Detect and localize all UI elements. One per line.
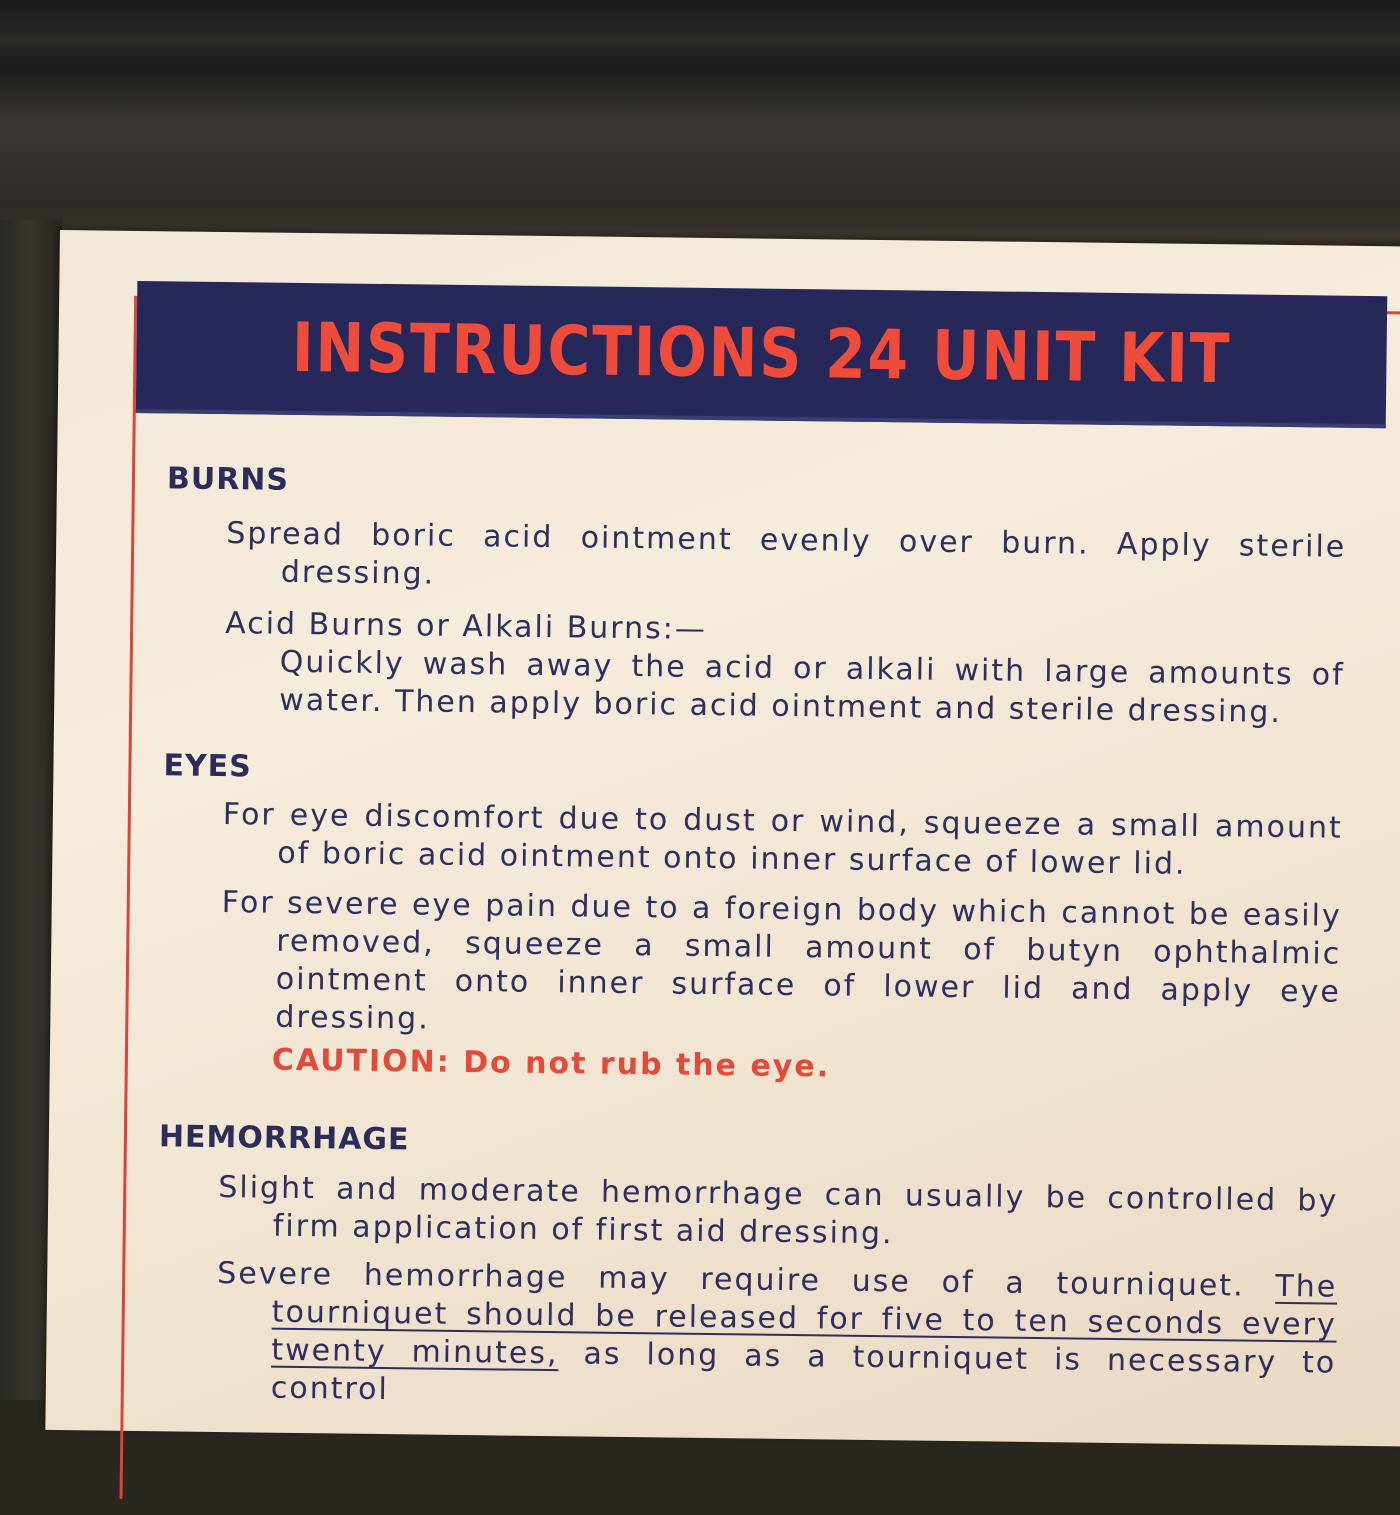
hemorrhage-paragraph-slight: Slight and moderate hemorrhage can usually be controlled by firm application of first aid dressing. [218, 1170, 1339, 1252]
section-burns [164, 461, 1347, 732]
eyes-paragraph-dust: For eye discomfort due to dust or wind, squeeze a small amount of boric acid ointment onto inner surface of lower lid. [222, 797, 1344, 882]
acid-burns-paragraph: Quickly wash away the acid or alkali with large amounts of water. Then apply boric acid ointment and sterile dressing. [279, 644, 1345, 730]
section-heading-eyes: EYES [163, 748, 252, 785]
eyes-caution: CAUTION: Do not rub the eye. [271, 1042, 831, 1085]
burns-paragraph: Spread boric acid ointment evenly over burn. Apply sterile dressing. [226, 516, 1347, 592]
tourniquet-release-instruction: The tourniquet should be released for five to ten seconds every twenty minutes, [271, 1268, 1338, 1372]
section-heading-hemorrhage: HEMORRHAGE [158, 1119, 410, 1158]
hemorrhage-paragraph-severe [156, 1254, 1338, 1420]
acid-burns-subheading: Acid Burns or Alkali Burns:— [224, 606, 708, 647]
instruction-sheet [45, 230, 1400, 1447]
hemorrhage-severe-text: Severe hemorrhage may require use of a tourniquet. [217, 1256, 1276, 1304]
section-heading-burns: BURNS [166, 461, 290, 498]
eyes-paragraph-foreign-body: For severe eye pain due to a foreign body which cannot be easily removed, squeeze a small amount of butyn ophthalmic ointment onto inner surface of lower lid and apply eye dressing. [221, 885, 1342, 1037]
section-hemorrhage [156, 1119, 1339, 1420]
instructions-body [156, 461, 1347, 1420]
title-banner [136, 281, 1388, 428]
section-eyes [160, 748, 1344, 1093]
page-title: INSTRUCTIONS 24 UNIT KIT [291, 308, 1232, 400]
hemorrhage-severe-continued: as long as a tourniquet is necessary to control [270, 1336, 1337, 1408]
